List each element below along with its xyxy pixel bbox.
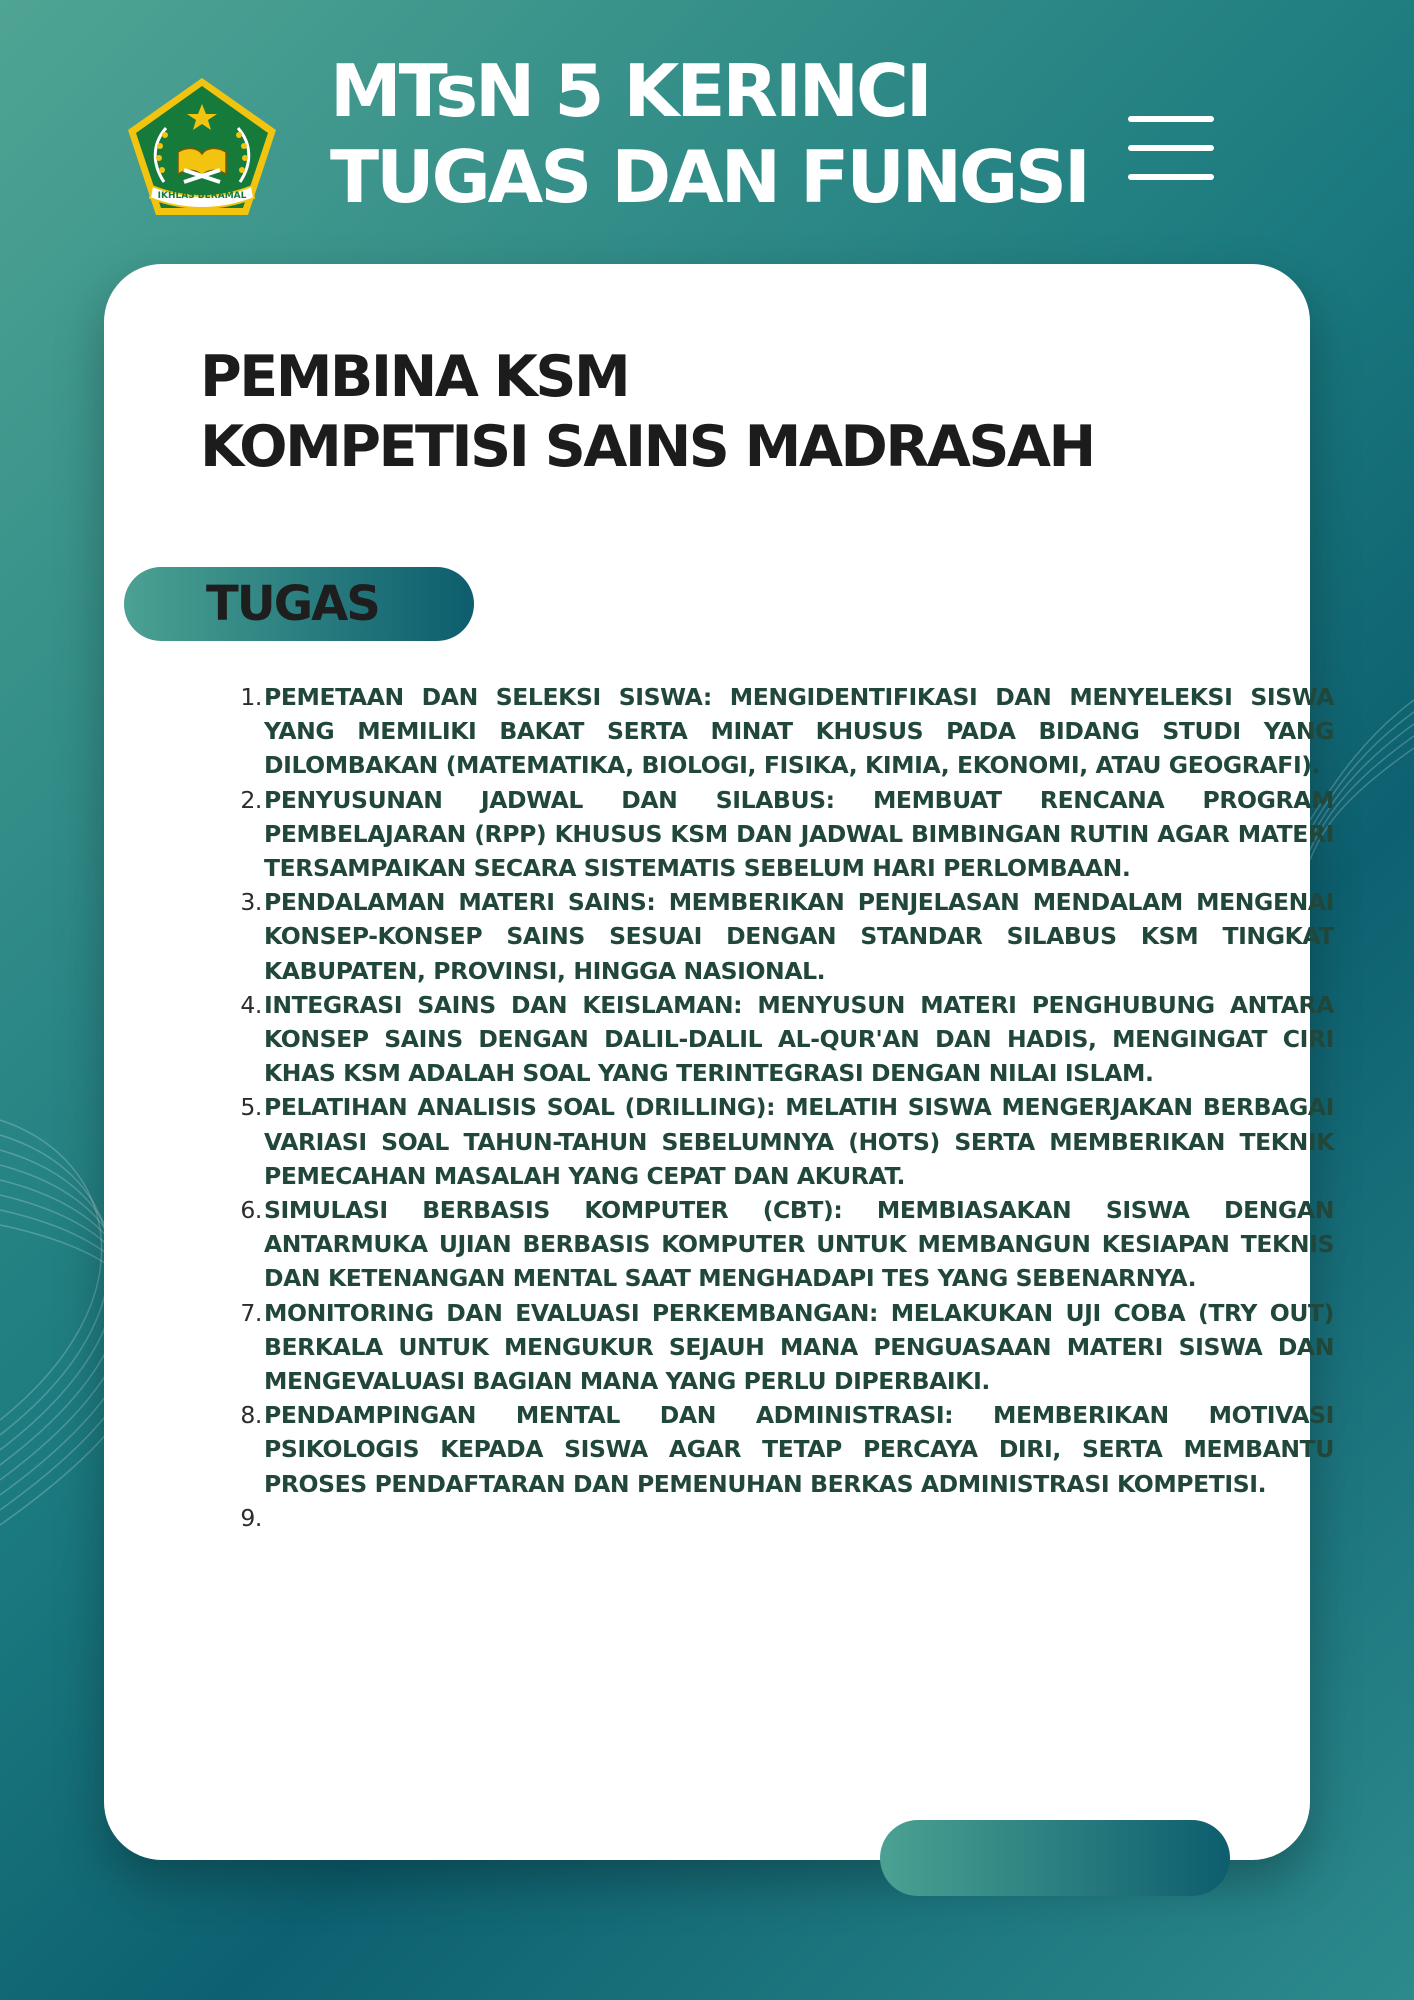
- content-card: [104, 264, 1334, 1860]
- task-item: [208, 680, 1334, 783]
- task-list: [208, 680, 1334, 1535]
- card-title: [200, 342, 1094, 482]
- task-number: 2.: [240, 785, 262, 814]
- task-text: PENYUSUNAN JADWAL DAN SILABUS: MEMBUAT RENCANA PROGRAM PEMBELAJARAN (RPP) KHUSUS KSM DAN JADWAL BIMBINGAN RUTIN AGAR MATERI TERSAMPAIKAN SECARA SISTEMATIS SEBELUM HARI PERLOMBAAN.: [264, 785, 1334, 883]
- task-text: SIMULASI BERBASIS KOMPUTER (CBT): MEMBIASAKAN SISWA DENGAN ANTARMUKA UJIAN BERBASIS KOMPUTER UNTUK MEMBANGUN KESIAPAN TEKNIS DAN KETENANGAN MENTAL SAAT MENGHADAPI TES YANG SEBENARNYA.: [264, 1196, 1334, 1293]
- menu-bar-bottom: [1128, 174, 1214, 180]
- task-item: [208, 1398, 1334, 1501]
- task-item: [208, 1296, 1334, 1399]
- task-text: INTEGRASI SAINS DAN KEISLAMAN: MENYUSUN MATERI PENGHUBUNG ANTARA KONSEP SAINS DENGAN DALIL-DALIL AL-QUR'AN DAN HADIS, MENGINGAT CIRI KHAS KSM ADALAH SOAL YANG TERINTEGRASI DENGAN NILAI ISLAM.: [264, 990, 1334, 1088]
- page-header-title: [330, 48, 1088, 220]
- task-number: 6.: [240, 1196, 262, 1225]
- card-title-line2: KOMPETISI SAINS MADRASAH: [200, 414, 1094, 480]
- task-number: 1.: [240, 683, 262, 711]
- task-item: [208, 885, 1334, 988]
- school-name: MTsN 5 KERINCI: [330, 49, 930, 133]
- task-item: [208, 988, 1334, 1091]
- task-text: PEMETAAN DAN SELEKSI SISWA: MENGIDENTIFIKASI DAN MENYELEKSI SISWA YANG MEMILIKI BAKAT SERTA MINAT KHUSUS PADA BIDANG STUDI YANG DILOMBAKAN (MATEMATIKA, BIOLOGI, FISIKA, KIMIA, EKONOMI, ATAU GEOGRAFI).: [264, 683, 1334, 780]
- task-text: PELATIHAN ANALISIS SOAL (DRILLING): MELATIH SISWA MENGERJAKAN BERBAGAI VARIASI SOAL TAHUN-TAHUN SEBELUMNYA (HOTS) SERTA MEMBERIKAN TEKNIK PEMECAHAN MASALAH YANG CEPAT DAN AKURAT.: [264, 1093, 1334, 1190]
- task-item: [208, 1501, 1334, 1535]
- school-logo: [122, 74, 282, 219]
- task-number: 3.: [240, 888, 262, 917]
- kemenag-emblem-icon: [122, 74, 282, 219]
- task-text: [264, 1501, 1334, 1535]
- menu-bar-middle: [1128, 145, 1214, 151]
- section-label: TUGAS: [206, 576, 379, 632]
- task-number: 8.: [240, 1401, 262, 1430]
- task-text: MONITORING DAN EVALUASI PERKEMBANGAN: MELAKUKAN UJI COBA (TRY OUT) BERKALA UNTUK MENGUKUR SEJAUH MANA PENGUASAAN MATERI SISWA DAN MENGEVALUASI BAGIAN MANA YANG PERLU DIPERBAIKI.: [264, 1298, 1334, 1396]
- task-text: PENDAMPINGAN MENTAL DAN ADMINISTRASI: MEMBERIKAN MOTIVASI PSIKOLOGIS KEPADA SISWA AGAR TETAP PERCAYA DIRI, SERTA MEMBANTU PROSES PENDAFTARAN DAN PEMENUHAN BERKAS ADMINISTRASI KOMPETISI.: [264, 1401, 1334, 1498]
- page-title: TUGAS DAN FUNGSI: [330, 135, 1088, 219]
- task-number: 7.: [240, 1298, 262, 1327]
- logo-motto: IKHLAS BERAMAL: [157, 191, 247, 201]
- card-title-line1: PEMBINA KSM: [200, 344, 629, 410]
- task-item: [208, 1193, 1334, 1296]
- task-number: 9.: [240, 1503, 262, 1532]
- task-number: 5.: [240, 1093, 262, 1122]
- task-item: [208, 1090, 1334, 1193]
- bottom-action-pill[interactable]: [880, 1820, 1230, 1896]
- task-item: [208, 783, 1334, 886]
- section-header-pill: [124, 567, 474, 641]
- task-number: 4.: [240, 990, 262, 1019]
- task-text: PENDALAMAN MATERI SAINS: MEMBERIKAN PENJELASAN MENDALAM MENGENAI KONSEP-KONSEP SAINS SESUAI DENGAN STANDAR SILABUS KSM TINGKAT KABUPATEN, PROVINSI, HINGGA NASIONAL.: [264, 888, 1334, 985]
- menu-bar-top: [1128, 116, 1214, 122]
- hamburger-menu-icon[interactable]: [1128, 116, 1214, 180]
